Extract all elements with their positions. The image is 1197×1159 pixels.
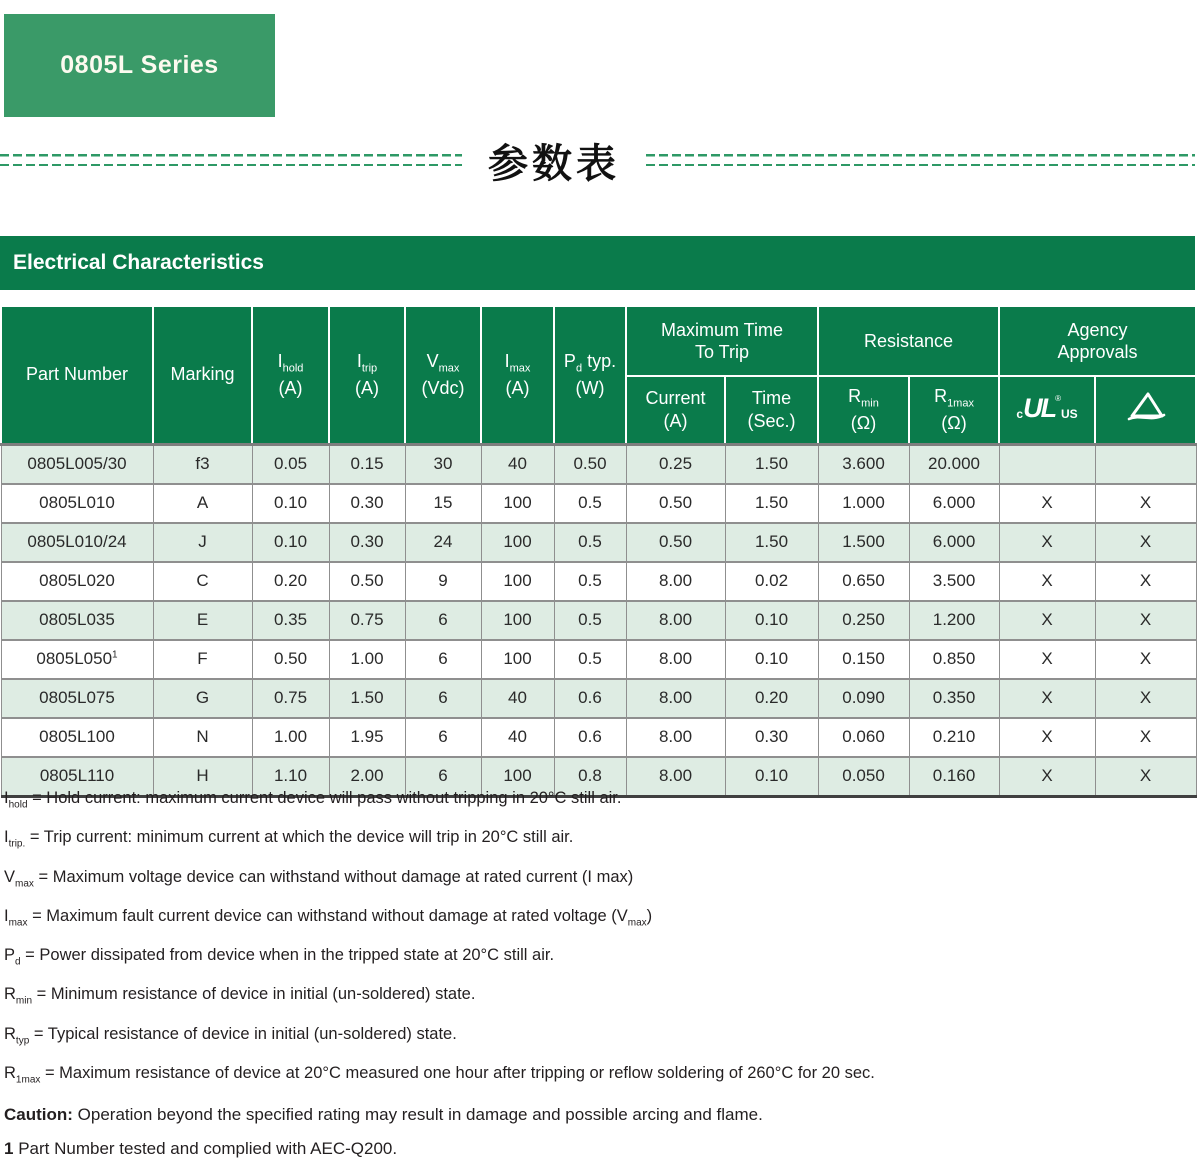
cell-i-max: 100: [481, 601, 554, 640]
cell-i-hold: 1.00: [252, 718, 329, 757]
cell-r-1max: 0.160: [909, 757, 999, 797]
dashed-divider-right: [646, 154, 1195, 166]
cell-r-1max: 0.850: [909, 640, 999, 679]
col-header-i-trip: $I_{trip}$ (A): [329, 306, 405, 444]
cell-triangle-approval: X: [1095, 679, 1196, 718]
cell-triangle-approval: X: [1095, 562, 1196, 601]
electrical-characteristics-title: Electrical Characteristics: [13, 251, 264, 274]
sub-header-ul-approval: [999, 376, 1095, 444]
cell-r-min: 0.050: [818, 757, 909, 797]
cell-r-1max: 1.200: [909, 601, 999, 640]
cell-triangle-approval: X: [1095, 757, 1196, 797]
cell-part-number: 0805L020: [1, 562, 153, 601]
footnote: $R_{min}$ = Minimum resistance of device in initial (un-soldered) state.: [4, 985, 476, 1007]
cell-r-min: 1.000: [818, 484, 909, 523]
cell-marking: N: [153, 718, 252, 757]
cell-trip-time: 1.50: [725, 484, 818, 523]
sub-header-r-1max: $R_{1max}$ (Ω): [909, 376, 999, 444]
cell-trip-time: 0.10: [725, 640, 818, 679]
cell-trip-current: 8.00: [626, 679, 725, 718]
table-row: [1, 679, 1196, 718]
cell-marking: F: [153, 640, 252, 679]
cell-p-d-typ: 0.5: [554, 523, 626, 562]
cell-i-hold: 1.10: [252, 757, 329, 797]
cell-trip-current: 0.50: [626, 484, 725, 523]
cell-part-number: 0805L110: [1, 757, 153, 797]
cell-trip-current: 8.00: [626, 640, 725, 679]
cell-v-max: 24: [405, 523, 481, 562]
cell-r-1max: 20.000: [909, 444, 999, 484]
col-header-p-d-typ: $P_d$ typ. (W): [554, 306, 626, 444]
cell-trip-time: 1.50: [725, 444, 818, 484]
cell-i-hold: 0.05: [252, 444, 329, 484]
series-badge: [4, 14, 275, 117]
cell-part-number: 0805L100: [1, 718, 153, 757]
cell-i-trip: 1.00: [329, 640, 405, 679]
cell-ul-approval: X: [999, 757, 1095, 797]
cell-r-min: 0.150: [818, 640, 909, 679]
sub-header-triangle-approval: [1095, 376, 1196, 444]
footnote: $R_{1max}$ = Maximum resistance of device at 20°C measured one hour after tripping or reflow soldering of 260°C for 20 sec.: [4, 1064, 875, 1086]
cell-trip-time: 0.02: [725, 562, 818, 601]
footnotes: [4, 788, 1185, 1159]
cell-r-min: 0.060: [818, 718, 909, 757]
cell-triangle-approval: X: [1095, 718, 1196, 757]
cell-trip-current: 0.25: [626, 444, 725, 484]
cell-ul-approval: X: [999, 718, 1095, 757]
cell-r-min: 3.600: [818, 444, 909, 484]
table-row: [1, 523, 1196, 562]
cell-i-max: 100: [481, 757, 554, 797]
cell-triangle-approval: X: [1095, 523, 1196, 562]
cell-i-trip: 1.95: [329, 718, 405, 757]
table-row: [1, 640, 1196, 679]
cell-ul-approval: X: [999, 523, 1095, 562]
cell-i-max: 40: [481, 444, 554, 484]
cell-r-1max: 0.350: [909, 679, 999, 718]
cell-triangle-approval: X: [1095, 484, 1196, 523]
cell-i-trip: 0.30: [329, 523, 405, 562]
cell-i-trip: 0.50: [329, 562, 405, 601]
electrical-characteristics-bar: [0, 236, 1195, 290]
cell-trip-current: 8.00: [626, 757, 725, 797]
cell-r-min: 0.250: [818, 601, 909, 640]
cell-part-number: $0805L050^1$: [1, 640, 153, 679]
cell-marking: A: [153, 484, 252, 523]
group-header-max-time-to-trip: Maximum Time To Trip: [626, 306, 818, 376]
cell-triangle-approval: X: [1095, 601, 1196, 640]
cul-us-logo-icon: c UL ® US: [1016, 392, 1078, 423]
aec-q200-note: 1 Part Number tested and complied with AEC-Q200.: [4, 1139, 398, 1159]
cell-r-min: 0.650: [818, 562, 909, 601]
cell-p-d-typ: 0.5: [554, 484, 626, 523]
footnote: $I_{max}$ = Maximum fault current device can withstand without damage at rated voltage $(V_{max})$: [4, 906, 653, 929]
cell-i-max: 40: [481, 718, 554, 757]
table-row: [1, 601, 1196, 640]
cell-i-hold: 0.20: [252, 562, 329, 601]
cell-marking: J: [153, 523, 252, 562]
cell-ul-approval: X: [999, 640, 1095, 679]
cell-i-hold: 0.10: [252, 523, 329, 562]
cell-p-d-typ: 0.6: [554, 679, 626, 718]
cell-part-number: 0805L005/30: [1, 444, 153, 484]
cell-r-1max: 6.000: [909, 484, 999, 523]
cell-r-min: 0.090: [818, 679, 909, 718]
cell-trip-current: 8.00: [626, 601, 725, 640]
table-row: [1, 444, 1196, 484]
table-row: [1, 718, 1196, 757]
sub-header-r-min: $R_{min}$ (Ω): [818, 376, 909, 444]
cell-ul-approval: X: [999, 484, 1095, 523]
cell-v-max: 6: [405, 601, 481, 640]
cell-i-trip: 2.00: [329, 757, 405, 797]
cell-v-max: 6: [405, 679, 481, 718]
section-title-row: [0, 136, 1195, 187]
cell-ul-approval: [999, 444, 1095, 484]
cell-triangle-approval: X: [1095, 640, 1196, 679]
electrical-characteristics-table: [0, 305, 1197, 798]
cell-i-trip: 0.75: [329, 601, 405, 640]
table-body: [1, 444, 1196, 796]
cell-p-d-typ: 0.50: [554, 444, 626, 484]
cell-p-d-typ: 0.5: [554, 562, 626, 601]
cell-marking: f3: [153, 444, 252, 484]
cell-v-max: 6: [405, 757, 481, 797]
cell-triangle-approval: [1095, 444, 1196, 484]
cell-i-hold: 0.50: [252, 640, 329, 679]
cell-r-1max: 0.210: [909, 718, 999, 757]
cell-part-number: 0805L035: [1, 601, 153, 640]
cell-trip-current: 0.50: [626, 523, 725, 562]
cell-trip-time: 1.50: [725, 523, 818, 562]
cell-part-number: 0805L010/24: [1, 523, 153, 562]
cell-trip-current: 8.00: [626, 718, 725, 757]
col-header-i-hold: $I_{hold}$ (A): [252, 306, 329, 444]
sub-header-trip-time: Time (Sec.): [725, 376, 818, 444]
cell-part-number: 0805L075: [1, 679, 153, 718]
cell-r-1max: 6.000: [909, 523, 999, 562]
cell-trip-time: 0.10: [725, 601, 818, 640]
cell-i-trip: 0.30: [329, 484, 405, 523]
sub-header-trip-current: Current (A): [626, 376, 725, 444]
cell-p-d-typ: 0.5: [554, 640, 626, 679]
table-row: [1, 484, 1196, 523]
dashed-divider-left: [0, 154, 462, 166]
cell-v-max: 15: [405, 484, 481, 523]
cell-part-number: 0805L010: [1, 484, 153, 523]
cell-p-d-typ: 0.5: [554, 601, 626, 640]
footnote: $P_d$ = Power dissipated from device when in the tripped state at 20°C still air.: [4, 946, 555, 968]
cell-trip-time: 0.30: [725, 718, 818, 757]
cell-i-max: 40: [481, 679, 554, 718]
group-header-resistance: Resistance: [818, 306, 999, 376]
cell-r-1max: 3.500: [909, 562, 999, 601]
cell-marking: C: [153, 562, 252, 601]
cell-i-trip: 0.15: [329, 444, 405, 484]
footnote: $I_{hold}$ = Hold current: maximum current device will pass without tripping in 20°C still air.: [4, 789, 622, 811]
cell-v-max: 6: [405, 640, 481, 679]
cell-marking: H: [153, 757, 252, 797]
cell-i-max: 100: [481, 523, 554, 562]
cell-marking: E: [153, 601, 252, 640]
cell-r-min: 1.500: [818, 523, 909, 562]
caution-note: Caution: Operation beyond the specified rating may result in damage and possible arcing and flame.: [4, 1105, 763, 1125]
cell-v-max: 6: [405, 718, 481, 757]
cell-i-hold: 0.10: [252, 484, 329, 523]
cell-i-max: 100: [481, 640, 554, 679]
cell-ul-approval: X: [999, 601, 1095, 640]
triangle-cert-icon: [1124, 391, 1168, 423]
col-header-v-max: $V_{max}$ (Vdc): [405, 306, 481, 444]
footnote: $I_{trip.}$ = Trip current: minimum current at which the device will trip in 20°C still air.: [4, 828, 574, 850]
cell-i-max: 100: [481, 562, 554, 601]
cell-i-trip: 1.50: [329, 679, 405, 718]
cell-i-hold: 0.75: [252, 679, 329, 718]
cell-ul-approval: X: [999, 562, 1095, 601]
section-title: 参数表: [488, 139, 620, 187]
table-row: [1, 562, 1196, 601]
series-badge-label: 0805L Series: [60, 51, 219, 79]
cell-marking: G: [153, 679, 252, 718]
cell-v-max: 9: [405, 562, 481, 601]
footnote: $V_{max}$ = Maximum voltage device can withstand without damage at rated current (I max): [4, 867, 634, 889]
cell-p-d-typ: 0.6: [554, 718, 626, 757]
cell-ul-approval: X: [999, 679, 1095, 718]
cell-i-hold: 0.35: [252, 601, 329, 640]
cell-trip-time: 0.20: [725, 679, 818, 718]
cell-trip-time: 0.10: [725, 757, 818, 797]
cell-v-max: 30: [405, 444, 481, 484]
col-header-i-max: $I_{max}$ (A): [481, 306, 554, 444]
col-header-marking: Marking: [153, 306, 252, 444]
col-header-part-number: Part Number: [1, 306, 153, 444]
footnote: $R_{typ}$ = Typical resistance of device in initial (un-soldered) state.: [4, 1024, 457, 1047]
cell-p-d-typ: 0.8: [554, 757, 626, 797]
cell-trip-current: 8.00: [626, 562, 725, 601]
group-header-agency-approvals: Agency Approvals: [999, 306, 1196, 376]
cell-i-max: 100: [481, 484, 554, 523]
